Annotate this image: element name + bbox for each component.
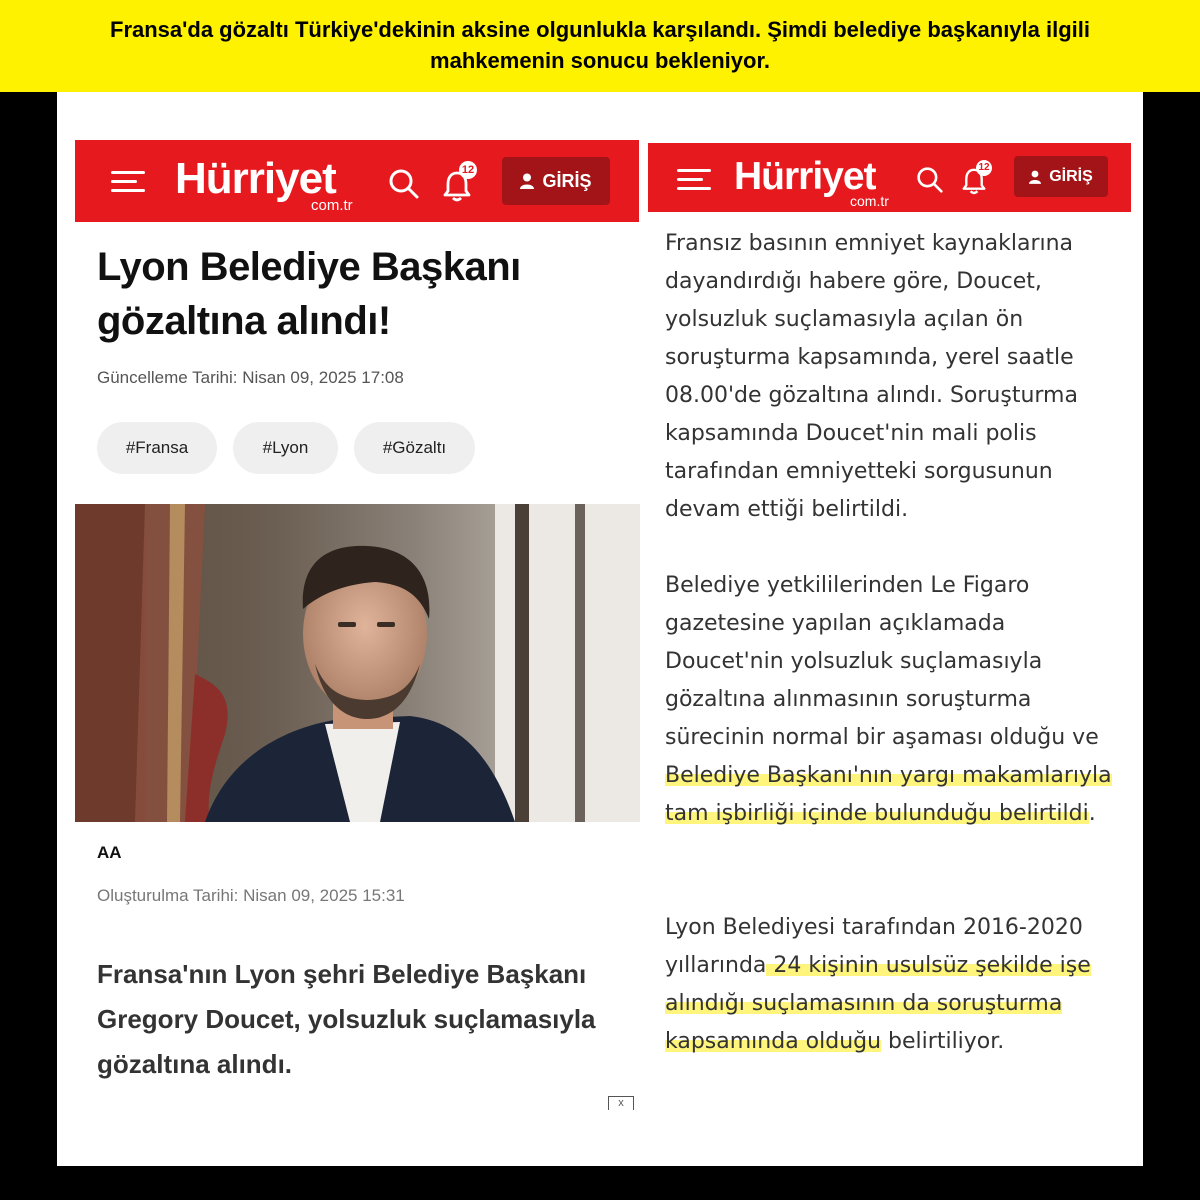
caption-banner [0,0,1200,92]
user-icon [520,173,534,189]
user-icon [1029,170,1041,184]
site-logo-domain: com.tr [850,193,889,209]
tag-fransa[interactable]: #Fransa [97,422,217,474]
caption-line-2: mahkemenin sonucu bekleniyor. [430,48,770,73]
site-header-left [75,140,639,222]
close-ad-icon[interactable]: x [608,1096,634,1110]
highlighted-text-1: Belediye Başkanı'nın yargı makamlarıyla tam işbirliği içinde bulunduğu belirtildi [665,763,1112,826]
source-agency: AA [97,843,122,862]
login-button[interactable] [502,157,610,205]
body-paragraph-2 [665,567,1125,833]
login-label: GİRİŞ [1049,167,1093,185]
body-paragraph-2-end: . [1088,801,1096,826]
tag-list [97,422,475,474]
article-title: Lyon Belediye Başkanı gözaltına alındı! [97,245,521,343]
tag-gozalti[interactable]: #Gözaltı [354,422,475,474]
mayor-portrait-image [75,504,640,822]
site-logo-domain: com.tr [311,197,353,214]
site-logo[interactable]: Hürriyet [734,155,876,198]
highlighted-text-2: 24 kişinin usulsüz şekilde işe alındığı suçlamasının da soruşturma kapsamında olduğu [665,953,1091,1054]
creation-date: Oluşturulma Tarihi: Nisan 09, 2025 15:31 [97,886,405,905]
caption-line-1: Fransa'da gözaltı Türkiye'dekinin aksine olgunlukla karşılandı. Şimdi belediye başkanıyla ilgili [110,17,1090,42]
login-button[interactable] [1014,156,1108,197]
notification-badge: 12 [976,160,992,176]
body-paragraph-1: Fransız basının emniyet kaynaklarına dayandırdığı habere göre, Doucet, yolsuzluk suçlamasıyla açılan ön soruşturma kapsamında, yerel saatle 08.00'de gözaltına alındı. Soruşturma kapsamında Doucet'nin mali polis tarafından emniyetteki sorgusunun devam ettiği belirtildi. [665,231,1078,522]
body-paragraph-3-end: belirtiliyor. [881,1029,1005,1054]
update-date: Güncelleme Tarihi: Nisan 09, 2025 17:08 [97,368,404,387]
menu-icon[interactable] [111,171,145,193]
site-logo[interactable]: Hürriyet [175,154,336,203]
search-icon[interactable] [388,168,420,200]
body-paragraph-2-text: Belediye yetkililerinden Le Figaro gazetesine yapılan açıklamada Doucet'nin yolsuzluk suçlamasıyla gözaltına alınmasının soruşturma sürecinin normal bir aşaması olduğu ve [665,573,1099,750]
tag-lyon[interactable]: #Lyon [233,422,338,474]
site-header-right [648,143,1131,212]
search-icon[interactable] [916,166,944,194]
article-photo [75,504,640,822]
notification-badge: 12 [459,161,477,179]
body-paragraph-3-text: Lyon Belediyesi tarafından 2016-2020 yıllarında [665,915,1083,978]
login-label: GİRİŞ [542,170,592,191]
article-lead: Fransa'nın Lyon şehri Belediye Başkanı Gregory Doucet, yolsuzluk suçlamasıyla gözaltına alındı. [97,959,596,1079]
body-paragraph-3 [665,909,1125,1061]
menu-icon[interactable] [677,169,711,191]
